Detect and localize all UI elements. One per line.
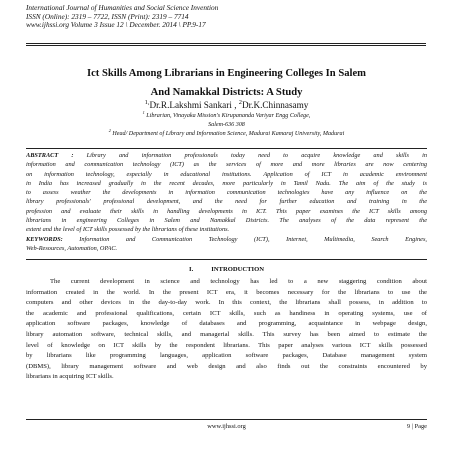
affiliation-1-marker: 1: [142, 110, 145, 115]
body-line: application software packages, knowledge of databases and programming, acquaintance in webpage design,: [26, 320, 427, 328]
abstract-line: on information technology, especially in educational institutions. Application of ICT in academic environment: [26, 170, 427, 178]
body-line: level of knowledge on ICT skills by the respondent librarians. This paper analyses various ICT skills possessed: [26, 341, 427, 349]
author-list: [0, 100, 453, 110]
abstract-line: profession and evaluate their skills in handling developments in ICT. This paper examines the ICT skills among: [26, 207, 427, 215]
abstract-line: to assess weather the developments in information communication technologies have any influence on the: [26, 189, 427, 197]
affiliation-2-marker: 2: [108, 128, 111, 133]
affiliation-2-text: Head/ Department of Library and Information Science, Madurai Kamaraj University, Madurai: [110, 131, 345, 138]
header-divider-double: [26, 45, 426, 46]
keywords-line: [26, 235, 427, 244]
author-separator: ,: [231, 100, 239, 110]
paper-title-line2: And Namakkal Districts: A Study: [150, 87, 303, 98]
page-number: 9 | Page: [406, 423, 427, 430]
header-divider: [26, 43, 426, 44]
author2-affil-marker: 2: [238, 98, 242, 106]
author1-name: Dr.R.Lakshmi Sankari: [149, 100, 232, 110]
section-title: INTRODUCTION: [211, 266, 264, 273]
body-line: computers and other devices in the day-to-day work. In this context, the librarians shall possess, in addition to: [26, 299, 427, 307]
body-line: (DBMS), library management software and web design and also finds out the constraints encountered by: [26, 362, 427, 370]
keywords-label: KEYWORDS:: [26, 235, 63, 243]
abstract-line: in India has increased gradually in the recent decades, more particularly in Tamil Nadu. The aim of the study is: [26, 179, 427, 187]
body-line: librarians in acquiring ICT skills.: [26, 373, 114, 381]
body-line: by librarians like programming languages, application software packages, Database management system: [26, 352, 427, 360]
body-line: information created in the world. In the present ICT era, it becomes necessary for the librarians to use the: [26, 288, 427, 296]
section-heading: [0, 266, 453, 273]
abstract-line: library professionals' professional development, and the need for further education and training in the: [26, 198, 427, 206]
abstract-line: information and communication technology (ICT) as the services of more and more libraries are now centering: [26, 161, 427, 169]
affiliation-1: [0, 110, 453, 120]
abstract-label: ABSTRACT :: [26, 152, 74, 159]
keywords-line-cont: Web-Resources, Automation, OPAC.: [26, 244, 118, 252]
affiliation-2: [0, 128, 453, 138]
keywords-text: Information and Communication Technology (ICT), Internet, Multimedia, Search Engines,: [62, 235, 427, 243]
paper-title-line1: Ict Skills Among Librarians in Engineering Colleges In Salem: [86, 68, 366, 79]
abstract-line: ABSTRACT : Library and information professionals today need to acquire knowledge and skills in: [26, 152, 427, 159]
journal-issn: ISSN (Online): 2319 – 7722, ISSN (Print): 2319 – 7714: [26, 11, 189, 21]
affiliation-1-city: Salem-636 308: [208, 122, 245, 128]
abstract-block: [26, 151, 427, 253]
abstract-top-rule: [26, 148, 427, 149]
author1-affil-marker: 1,: [144, 98, 150, 106]
footer-url[interactable]: www.ijhssi.org: [207, 423, 246, 430]
abstract-line: librarians in engineering Colleges in Salem and Namakkal Districts. The analyses of the data represent the: [26, 217, 427, 225]
journal-header: [26, 4, 426, 30]
journal-name: International Journal of Humanities and Social Science Invention: [26, 3, 219, 12]
journal-volume: www.ijhssi.org Volume 3 Issue 12 \ December. 2014 \ PP.9-17: [26, 20, 206, 30]
body-line: The current development in science and technology has led to a new staggering condition about: [50, 278, 427, 285]
footer-rule: [26, 419, 427, 420]
author2-name: Dr.K.Chinnasamy: [242, 100, 309, 110]
abstract-line: extent and the level of ICT skills possessed by the librarians of these institutions.: [26, 226, 230, 234]
body-line: library automation software, technical skills, and managerial skills. This survey has been aimed to estimate the: [26, 330, 427, 338]
body-line: the academic and professional qualifications, certain ICT skills, such as handiness in operating systems, use of: [26, 309, 427, 317]
affiliation-1-text: Librarian, Vinayaka Mission's Kirupananda Variyar Engg College,: [144, 113, 311, 120]
section-number: I.: [189, 266, 194, 273]
introduction-body: [26, 277, 427, 383]
abstract-bottom-rule: [26, 259, 427, 260]
